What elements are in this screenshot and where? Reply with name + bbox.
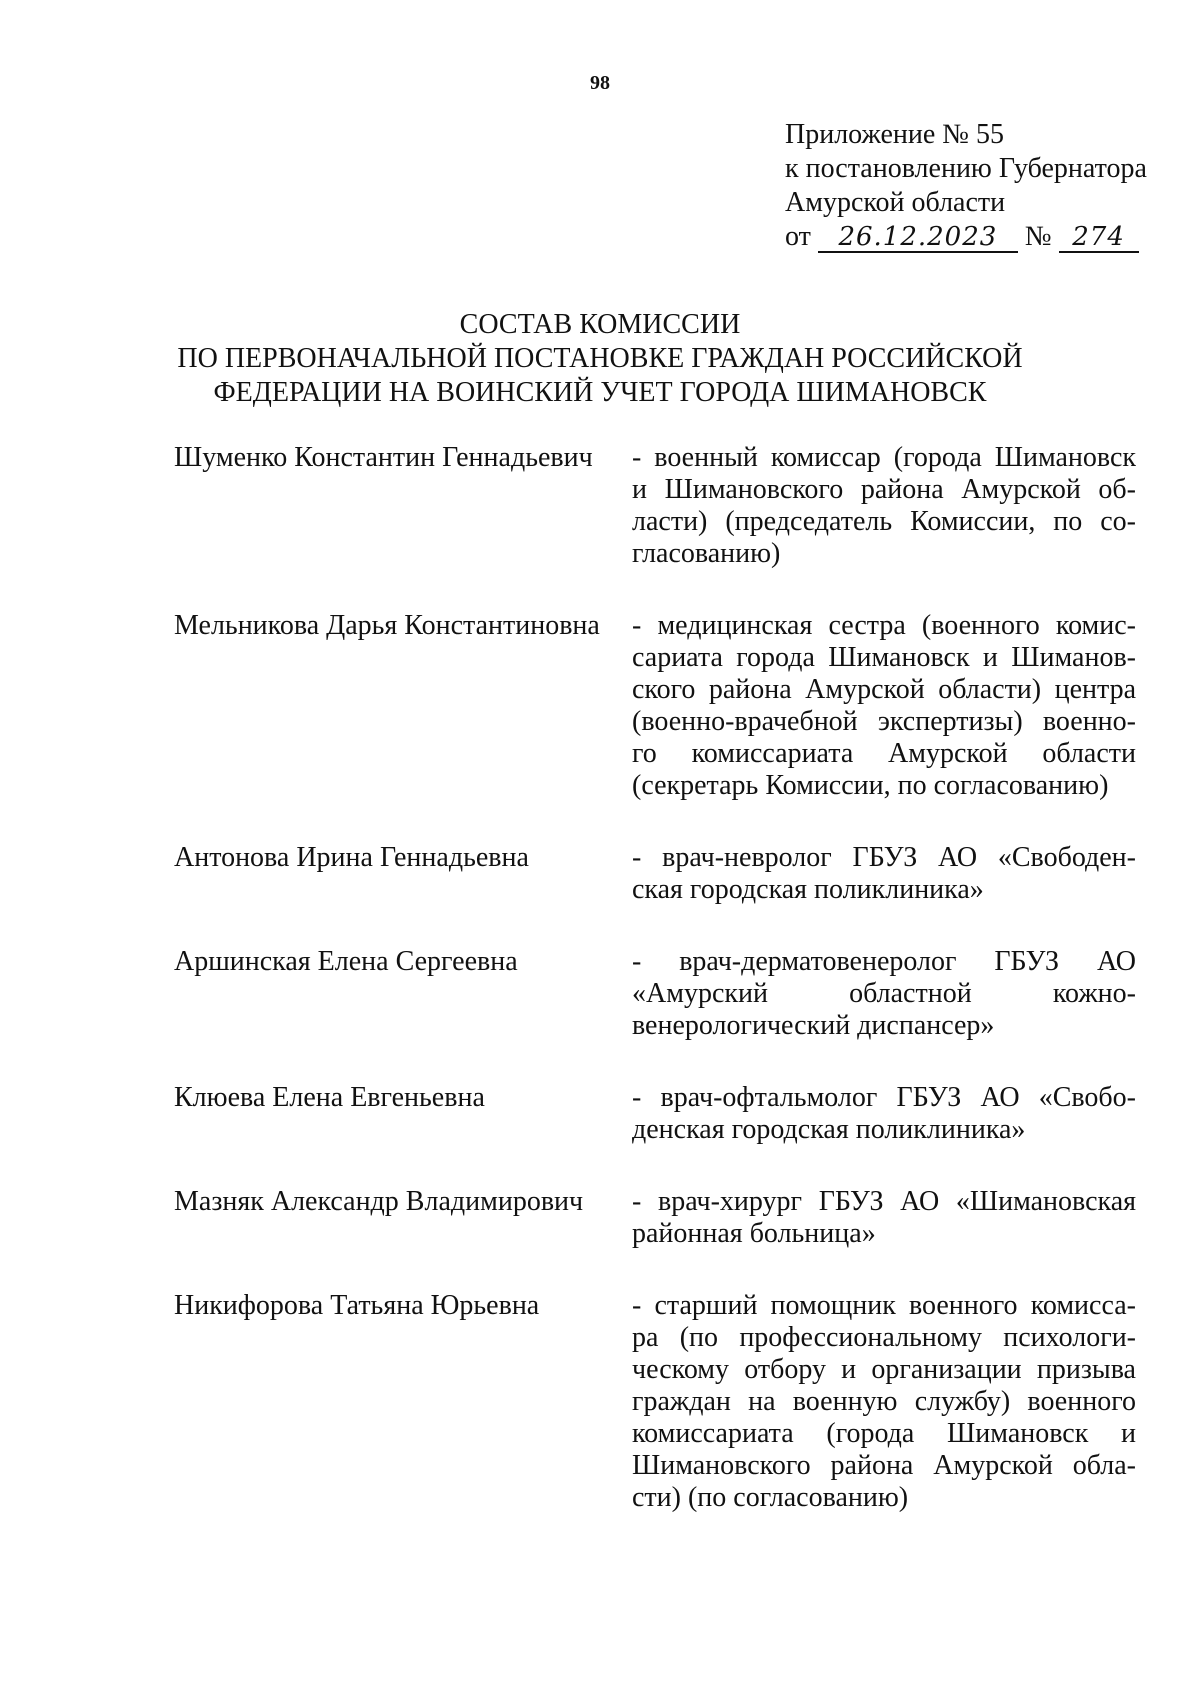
- role-line: (военно-врачебной экспертизы) военно-: [632, 706, 1136, 737]
- role-line: сти) (по согласованию): [632, 1482, 909, 1513]
- role-line: ского района Амурской области) центра: [632, 674, 1136, 705]
- role-line: гласованию): [632, 538, 781, 569]
- appendix-number: Приложение № 55: [785, 119, 1004, 150]
- commission-member-list: [174, 442, 1136, 1514]
- member-name: Шуменко Константин Геннадьевич: [174, 442, 593, 473]
- member-name: Клюева Елена Евгеньевна: [174, 1082, 485, 1113]
- member-row: [174, 1082, 1136, 1146]
- member-row: [174, 946, 1136, 1042]
- role-line: (секретарь Комиссии, по согласованию): [632, 770, 1109, 801]
- title-line-2: ПО ПЕРВОНАЧАЛЬНОЙ ПОСТАНОВКЕ ГРАЖДАН РОССИЙСКОЙ: [177, 343, 1023, 374]
- role-line: граждан на военную службу) военного: [632, 1386, 1136, 1417]
- role-line: - врач-офтальмолог ГБУЗ АО «Свобо-: [632, 1082, 1136, 1113]
- member-role: [632, 1186, 1136, 1250]
- role-line: и Шимановского района Амурской об-: [632, 474, 1136, 505]
- role-line: денская городская поликлиника»: [632, 1114, 1026, 1145]
- member-role: [632, 842, 1136, 906]
- member-name: Никифорова Татьяна Юрьевна: [174, 1290, 540, 1321]
- date-prefix: от: [785, 221, 811, 252]
- title-line-3: ФЕДЕРАЦИИ НА ВОИНСКИЙ УЧЕТ ГОРОДА ШИМАНОВСК: [213, 377, 987, 408]
- member-row: [174, 610, 1136, 802]
- role-line: «Амурский областной кожно-: [632, 978, 1136, 1009]
- member-role: [632, 1082, 1136, 1146]
- role-line: ская городская поликлиника»: [632, 874, 984, 905]
- role-line: ческому отбору и организации призыва: [632, 1354, 1136, 1385]
- handwritten-date: 26.12.2023: [818, 223, 1018, 253]
- appendix-region: Амурской области: [785, 187, 1006, 218]
- role-line: - врач-хирург ГБУЗ АО «Шимановская: [632, 1186, 1136, 1217]
- title-line-1: СОСТАВ КОМИССИИ: [459, 309, 741, 340]
- member-role: [632, 442, 1136, 570]
- role-line: сариата города Шимановск и Шиманов-: [632, 642, 1136, 673]
- handwritten-number: 274: [1059, 223, 1139, 253]
- role-line: ра (по профессиональному психологи-: [632, 1322, 1136, 1353]
- member-name: Антонова Ирина Геннадьевна: [174, 842, 529, 873]
- document-title: [0, 308, 1200, 410]
- member-name: Мельникова Дарья Константиновна: [174, 610, 600, 641]
- role-line: го комиссариата Амурской области: [632, 738, 1136, 769]
- page-number: 98: [590, 72, 610, 94]
- number-label: №: [1024, 221, 1052, 252]
- member-row: [174, 442, 1136, 570]
- member-row: [174, 1290, 1136, 1514]
- role-line: Шимановского района Амурской обла-: [632, 1450, 1136, 1481]
- role-line: ласти) (председатель Комиссии, по со-: [632, 506, 1136, 537]
- member-role: [632, 1290, 1136, 1514]
- role-line: районная больница»: [632, 1218, 876, 1249]
- member-row: [174, 842, 1136, 906]
- role-line: - медицинская сестра (военного комис-: [632, 610, 1136, 641]
- appendix-date-line: [785, 220, 1147, 254]
- role-line: - старший помощник военного комисса-: [632, 1290, 1136, 1321]
- member-name: Аршинская Елена Сергеевна: [174, 946, 518, 977]
- member-name: Мазняк Александр Владимирович: [174, 1186, 584, 1217]
- member-role: [632, 610, 1136, 802]
- appendix-header: [785, 118, 1147, 254]
- member-row: [174, 1186, 1136, 1250]
- role-line: - военный комиссар (города Шимановск: [632, 442, 1136, 473]
- role-line: комиссариата (города Шимановск и: [632, 1418, 1136, 1449]
- role-line: - врач-дерматовенеролог ГБУЗ АО: [632, 946, 1136, 977]
- appendix-decree-reference: к постановлению Губернатора: [785, 153, 1147, 184]
- member-role: [632, 946, 1136, 1042]
- role-line: - врач-невролог ГБУЗ АО «Свободен-: [632, 842, 1136, 873]
- role-line: венерологический диспансер»: [632, 1010, 995, 1041]
